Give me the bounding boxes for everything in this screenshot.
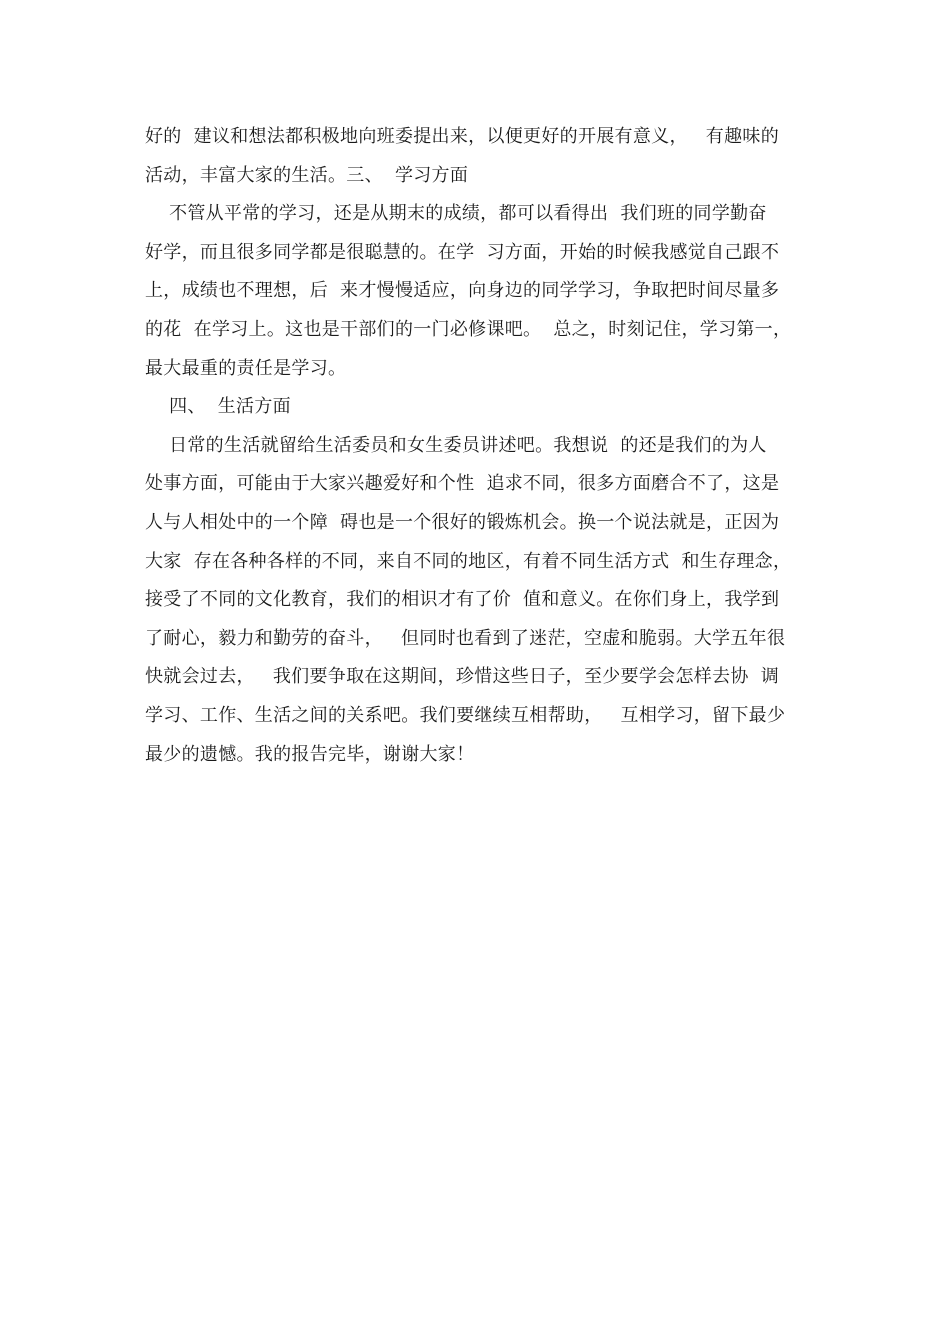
text-line: 不管从平常的学习，还是从期末的成绩，都可以看得出 我们班的同学勤奋 (145, 203, 767, 225)
text-line: 接受了不同的文化教育，我们的相识才有了价 值和意义。在你们身上，我学到 (145, 589, 780, 611)
text-line: 好的 建议和想法都积极地向班委提出来，以便更好的开展有意义， 有趣味的 (145, 126, 780, 147)
text-line: 处事方面，可能由于大家兴趣爱好和个性 追求不同，很多方面磨合不了，这是 (145, 473, 780, 495)
text-line: 活动，丰富大家的生活。三、 学习方面 (145, 164, 469, 186)
text-line: 上，成绩也不理想，后 来才慢慢适应，向身边的同学学习，争取把时间尽量多 (145, 280, 780, 302)
text-line: 人与人相处中的一个障 碍也是一个很好的锻炼机会。换一个说法就是，正因为 (145, 511, 780, 533)
text-line: 大家 存在各种各样的不同，来自不同的地区，有着不同生活方式 和生存理念， (145, 550, 792, 572)
text-line: 了耐心，毅力和勤劳的奋斗， 但同时也看到了迷茫，空虚和脆弱。大学五年很 (145, 627, 786, 649)
text-line: 最少的遗憾。我的报告完毕，谢谢大家！ (145, 743, 475, 765)
section-heading: 四、 生活方面 (145, 396, 291, 418)
text-line: 好学，而且很多同学都是很聪慧的。在学 习方面，开始的时候我感觉自己跟不 (145, 241, 780, 263)
text-line: 快就会过去， 我们要争取在这期间，珍惜这些日子，至少要学会怎样去协 调 (145, 666, 780, 688)
text-line: 日常的生活就留给生活委员和女生委员讲述吧。我想说 的还是我们的为人 (145, 434, 767, 456)
text-line: 学习、工作、生活之间的关系吧。我们要继续互相帮助， 互相学习，留下最少 (145, 704, 786, 726)
text-line: 的花 在学习上。这也是干部们的一门必修课吧。 总之，时刻记住，学习第一， (145, 318, 792, 340)
text-line: 最大最重的责任是学习。 (145, 357, 347, 379)
body-text (145, 118, 810, 774)
